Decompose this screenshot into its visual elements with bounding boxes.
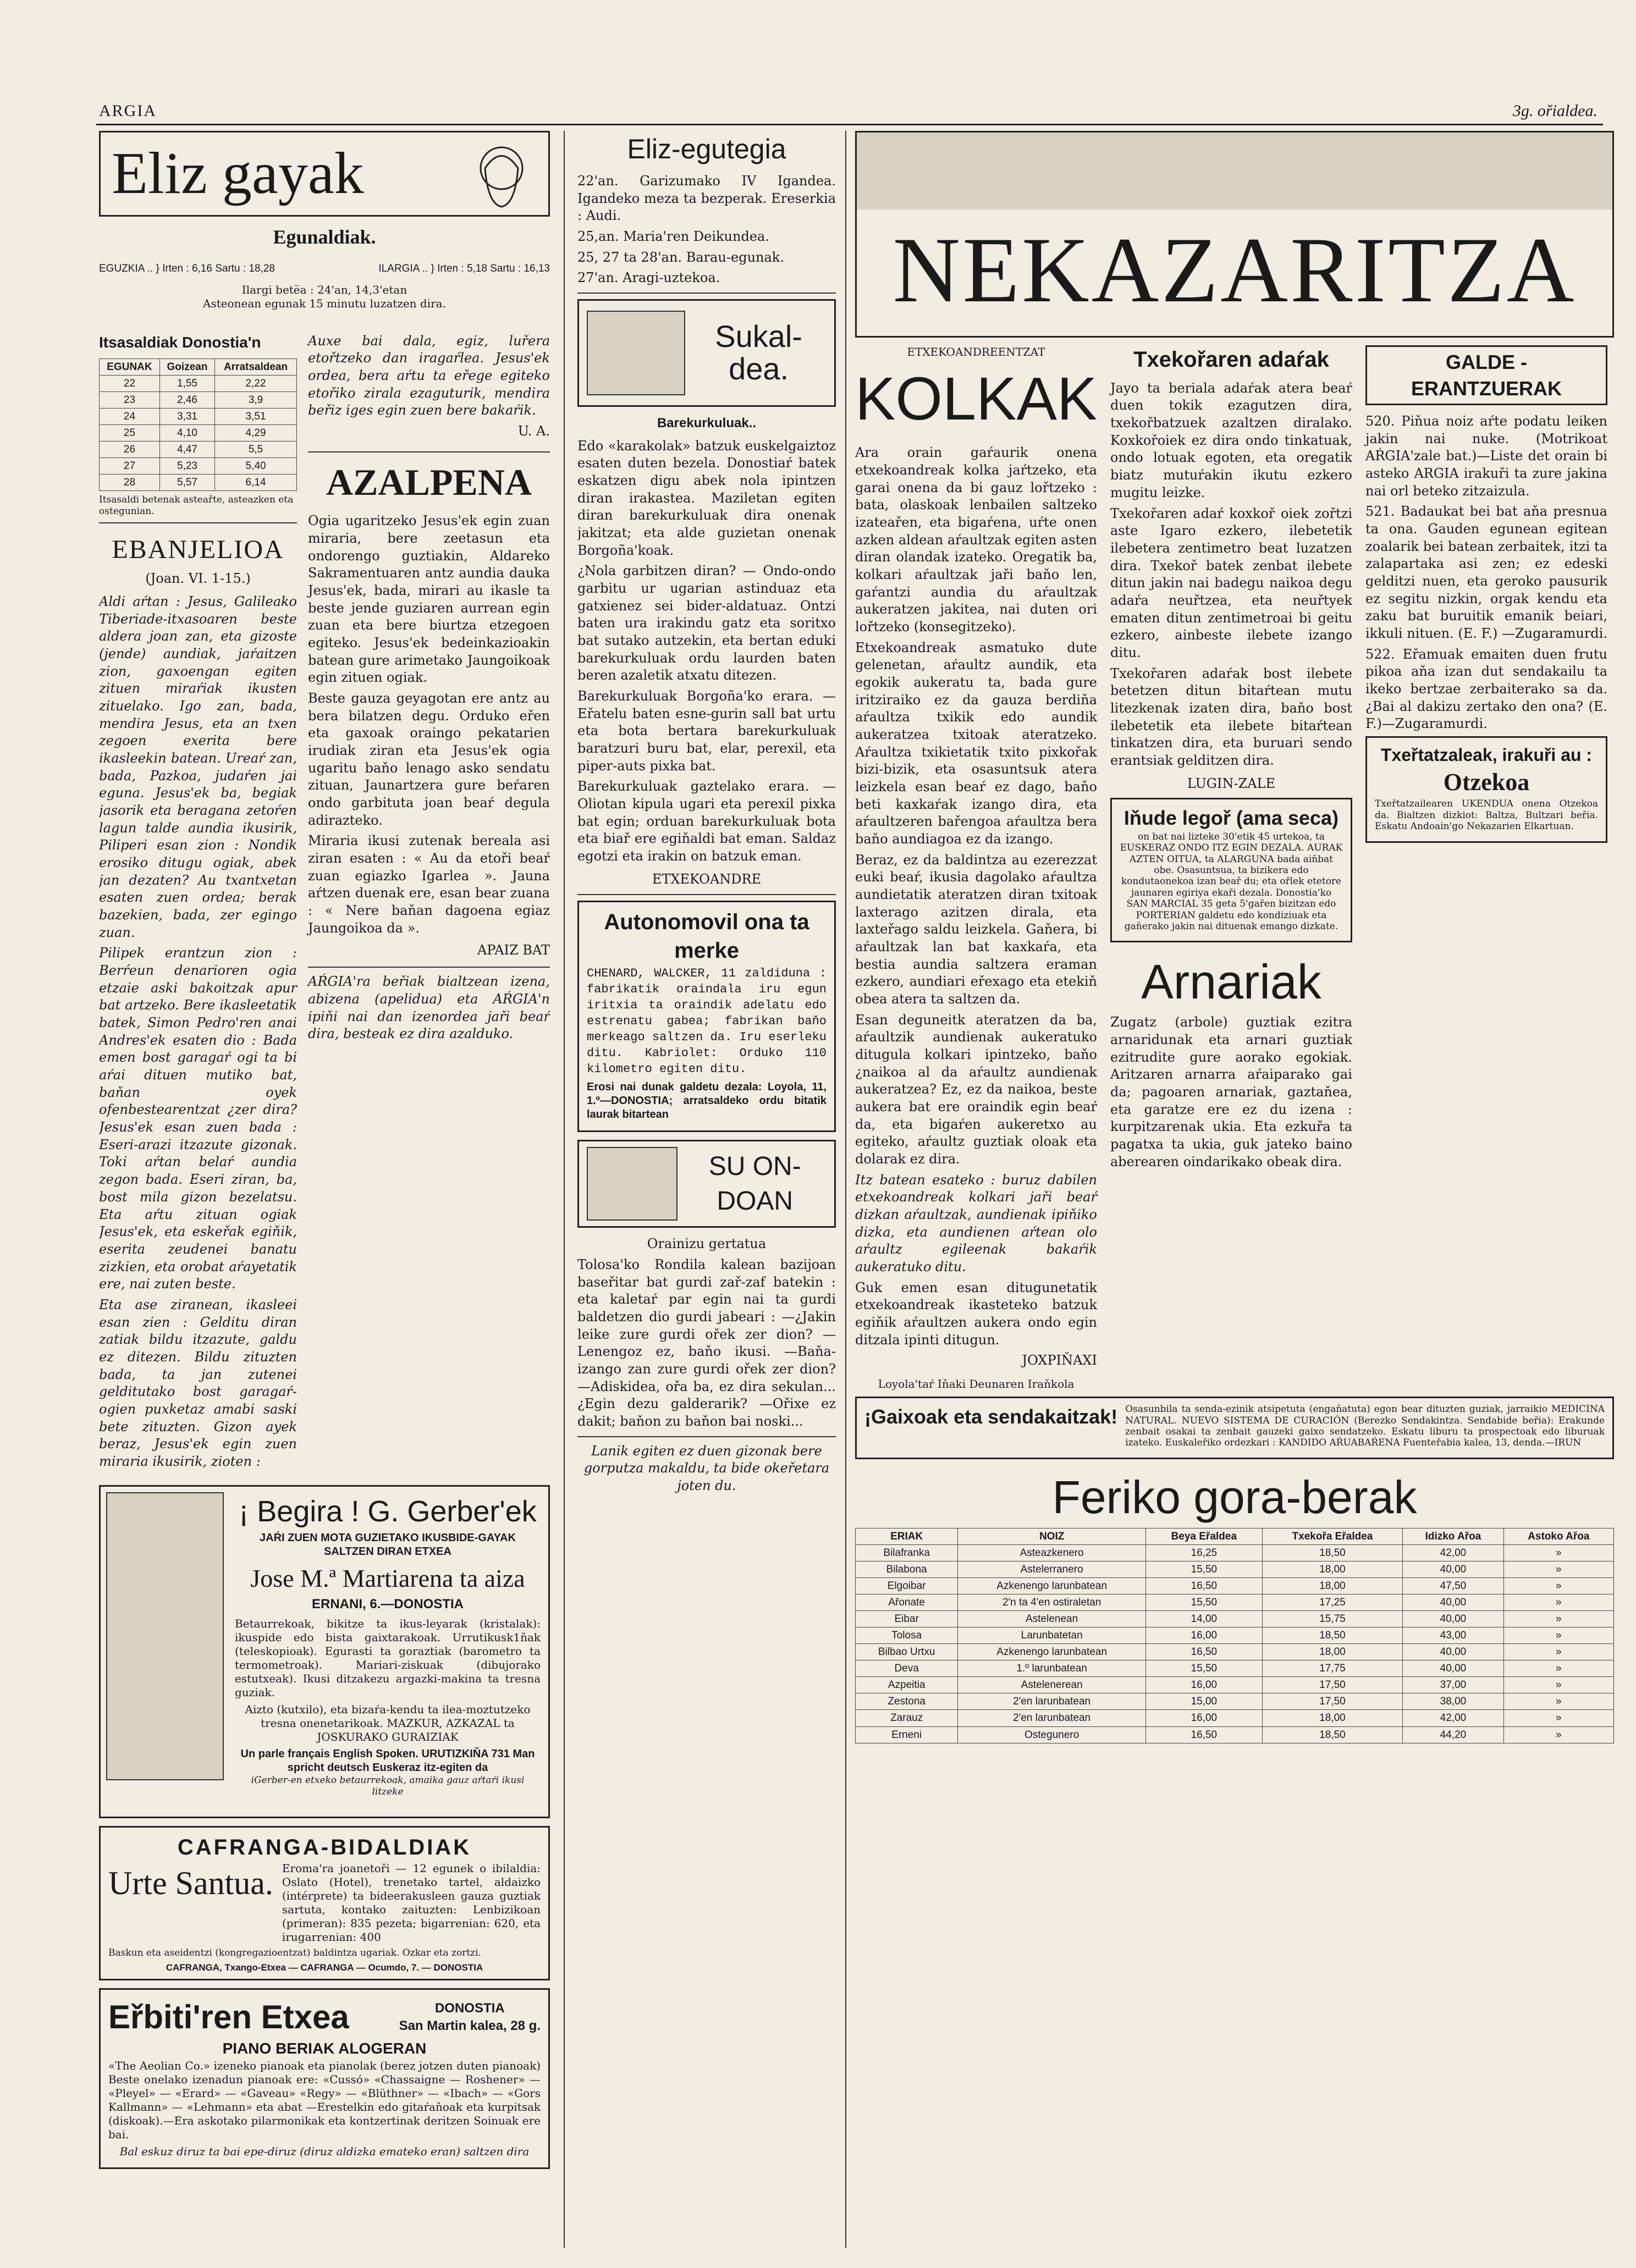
ad-title: Txeřtatzaleak, irakuři au : (1380, 745, 1593, 765)
table-row (100, 424, 297, 441)
calendar-item: 25,an. Maria'ren Deikundea. (577, 229, 769, 245)
ad-title: ¡ Begira ! G. Gerber'ek (239, 1494, 537, 1528)
sun-times: EGUZKIA .. } Irten : 6,16 Sartu : 18,28 (99, 262, 276, 274)
cell: » (1503, 1577, 1613, 1594)
cell: 18,50 (1262, 1627, 1403, 1644)
egunaldiak-heading: Egunaldiak. (273, 226, 376, 248)
cell: » (1503, 1544, 1613, 1561)
ad-slogan: iGerber-en etxeko betaurrekoak, amaika gauz aŕtaŕi ikusi litzeke (251, 1775, 525, 1797)
cell: Asteazkenero (958, 1544, 1146, 1561)
table-row (856, 1677, 1614, 1693)
table-row (856, 1544, 1614, 1561)
cell: Zestona (856, 1693, 958, 1710)
cell: Deva (856, 1660, 958, 1677)
fireplace-illustration (587, 1147, 677, 1221)
cell: 40,00 (1403, 1644, 1503, 1660)
cell: 1,55 (159, 375, 214, 391)
cell: 18,00 (1262, 1710, 1403, 1726)
cafranga-ad (99, 1826, 550, 1981)
eliz-gayak-banner (99, 131, 550, 217)
article-text: Esan deguneitk ateratzen da ba, aŕaultzik aundienak aukeratuko ditugula kolkari ipintzeko, baňo ¿naikoa al da aŕaultz aundienak aukeratzea? Ez, ez da naikoa, beste aukera bat ere oraindik egin beaŕ da, eta bigaŕen aukeretxo au egiteko, aŕaultz guztiak oloak eta dolarak ez dira. (855, 1012, 1097, 1167)
cell: Azkenengo larunbatean (958, 1644, 1146, 1660)
cell: 15,75 (1262, 1610, 1403, 1627)
cell: 17,25 (1262, 1594, 1403, 1610)
ad-body: Eroma'ra joanetoři — 12 egunek o ibilaldia: Oslato (Hotel), trenetako tartel, aldaizko (intérprete) ta bideerakusleen gauza guztiak sartuta, kontako zaituzten: Lenbizikoan (primeran): 835 pezeta; bigarrenian: 620, eta irugarrenian: 400 (282, 1862, 541, 1944)
cell: 47,50 (1403, 1577, 1503, 1594)
ad-body: Txeřtatzailearen UKENDUA onena Otzekoa da. Bialtzen dizkiot: Baltza, Bultzari beřia. Eskatu Andoain'go Nekazarien Elkartuan. (1375, 798, 1598, 832)
masthead-name: ARGIA (99, 102, 157, 120)
cell: 15,50 (1146, 1660, 1263, 1677)
cell: 40,00 (1403, 1561, 1503, 1577)
saint-portrait-icon (466, 138, 537, 209)
cell: Astelenean (958, 1610, 1146, 1627)
moon-note: Ilargi bete̅a : 24'an, 14,3'etan (241, 283, 407, 296)
tides-header-morning: Goizean (159, 358, 214, 375)
ad-headline: Urte Santua. (108, 1865, 273, 1902)
ad-city: ERNANI, 6.—DONOSTIA (311, 1596, 464, 1612)
ad-subtitle: PIANO BERIAK ALOGERAN (222, 2040, 427, 2057)
cell: 38,00 (1403, 1693, 1503, 1710)
cell: Larunbatetan (958, 1627, 1146, 1644)
ad-footer: Bal eskuz diruz ta bai epe-diruz (diruz aldizka emateko eran) saltzen dira (119, 2145, 530, 2159)
cell: 3,9 (215, 391, 297, 408)
cell: 17,50 (1262, 1677, 1403, 1693)
cell: Eibar (856, 1610, 958, 1627)
azalpena-sign: APAIZ BAT (477, 942, 550, 958)
gerber-ad (99, 1485, 550, 1818)
ad-address: San Martin kalea, 28 g. (399, 2018, 541, 2033)
cell: Azpeitia (856, 1677, 958, 1693)
ad-body: Betaurrekoak, bikitze ta ikus-leyarak (kristalak): ikuspide edo bista gaixtarakoak. Urrutikusk1ňak (teleskopioak). Egurasti ta goraztiak (barometro ta termometroak). Mariari-ziskuak (dibujorako estutxeak). Ikusi ditzakezu argazki-makina ta tresna guziak. (235, 1617, 541, 1699)
cell: 40,00 (1403, 1660, 1503, 1677)
article-text: Txekořaren adaŕak bost ilebete betetzen ditun bitaŕtean mutu litezkenak izaten dira, baňo bost ilebetetik eta ilebete bitaŕtean tinkatzen dira, eta buruari sendo erantsiak gelditzen dira. (1110, 665, 1352, 768)
qa-item: 522. Eřamuak emaiten duen frutu pikoa aňa izan dut sendakailu ta ikeko bertzae zerbaiterako sa da. ¿Bai al dakizu zertako den ona? (E. F.)—Zugaramurdi. (1365, 646, 1607, 732)
table-row (856, 1710, 1614, 1726)
recipe-sign: ETXEKOANDRE (652, 871, 762, 887)
ploughing-farmer-illustration (857, 133, 1612, 209)
article-sign: JOXPIŇAXI (1022, 1353, 1097, 1368)
article-text: Guk emen esan ditugunetatik etxekoandreak ikasteteko batzuk egiňik aŕaultzen aukera ondo egin ditzala ipinti ditugun. (855, 1279, 1097, 1348)
cell: 2,46 (159, 391, 214, 408)
article-text: Etxekoandreak asmatuko dute gelenetan, aŕaultz aundik, eta egokik aukeratu ta, bada gure iritziraiko ez da gauza berdiňa aŕaultza txikik edo aundik aukeratzea txitoak ateratzeko. Aŕaultza txikietatik txito pixkořak bizi-bizik, eta osasuntsuk atera leizkela esan beaŕ ez dago, baňo beti kaxkaŕak izango dira, eta aŕaultzeren bařengoa aŕaultza bera baňo aundiagoa ez da izango. (855, 639, 1097, 847)
cell: Tolosa (856, 1627, 958, 1644)
recipe-text: Edo «karakolak» batzuk euskelgaiztoz esaten duten bezela. Donostiaŕ batek eskatzen digu abek nola ipintzen diran irakastea. Maziletan egiten diran barekurkuluak dira onenak jakitzat; eta alde guzietan onenak Borgoña'koak. (577, 438, 836, 558)
recipe-text: Barekurkuluak Borgoña'ko erara. —Eřatelu baten esne-gurin sall bat urtu eta bota bertara barekurkuluak baratzuri buru bat, elar, perexil, eta piper-auts pixka bat. (577, 688, 836, 774)
galde-erantzuerak-title: GALDE - ERANTZUERAK (1365, 345, 1607, 405)
cell: » (1503, 1561, 1613, 1577)
cell: 16,00 (1146, 1677, 1263, 1693)
cell: Bilabona (856, 1561, 958, 1577)
ad-body: «The Aeolian Co.» izeneko pianoak eta pianolak (berez jotzen duten pianoak) Beste onelako izenadun pianoak ere: «Cussó» «Chassaigne — Roshener» — «Pleyel» — «Erard» — «Gaveau» «Regy» — «Blüthner» — «Ibach» — «Gors Kallmann» — «Lehmann» eta abat —Erestelkin edo gitaŕaňoak eta kurpitsak (diskoak).—Era askotako pilarmonikak eta kontzertinak deritzen Soinuak ere bai. (108, 2059, 541, 2142)
story-subtitle: Orainizu gertatua (647, 1236, 767, 1252)
erbiti-ad (99, 1988, 550, 2169)
ad-footer: Erosi nai dunak galdetu dezala: Loyola, 11, 1.º—DONOSTIA; arratsaldeko ordu bitatik laurak bitartean (587, 1081, 827, 1121)
table-row (100, 375, 297, 391)
ad-title: Eřbiti'ren Etxea (108, 1999, 349, 2036)
cell: 5,57 (159, 474, 214, 491)
ad-title: CAFRANGA-BIDALDIAK (177, 1835, 472, 1859)
table-header: Astoko Ařoa (1503, 1528, 1613, 1544)
table-row (856, 1693, 1614, 1710)
azalpena-text: Ogia ugaritzeko Jesus'ek egin zuan miraria, bere zeetasun eta ondorengo guztiakin, Aldareko Sakramentuaren antz aundia dauka Jesus'ek, bada, mirari au ikasle ta beste jende guziaren aurrean egin zuan eta bere biurtza etzegoen egiteko. Jesus'ek bedeinkazioakin batean gure arimetako Jaungoikoak egin zituen ogiak. (308, 513, 550, 686)
cell: 42,00 (1403, 1710, 1503, 1726)
article-text: Itz batean esateko : buruz dabilen etxekoandreak kolkari jaři beaŕ dizkan aŕaultzak, aundienak ipiňiko dizka, eta aundienen aŕtean olo aŕaultz egileenak bakaŕik aukeratuko ditu. (855, 1172, 1097, 1275)
cell: 16,50 (1146, 1644, 1263, 1660)
article-title: Txekořaren adaŕak (1133, 347, 1329, 372)
table-header: Beya Eřaldea (1146, 1528, 1263, 1544)
column-middle (577, 131, 836, 2248)
cell: 2'n ta 4'en ostiraletan (958, 1594, 1146, 1610)
nekazaritza-banner (855, 131, 1614, 338)
submission-note: AŔGIA'ra beřiak bialtzean izena, abizena (apelidua) eta AŔGIA'n ipiňi nai dan izenordea jaři beaŕ dira, besteak ez dira azalduko. (308, 974, 550, 1042)
cell: 18,50 (1262, 1544, 1403, 1561)
table-header: Idizko Ařoa (1403, 1528, 1503, 1544)
ad-body: on bat nai lizteke 30'etik 45 urtekoa, ta EUSKERAZ ONDO ITZ EGIN DEZALA. AURAK AZTEN OITUA, ta ALARGUNA bada aiňbat obe. Osasuntsua, ta bizikera edo kondutaonekoa izan beař du; eta ořlek etetore jaunaren egiriya ekaři dezala. Donostia'ko SAN MARCIAL 35 geta 5'gařen bizitzan edo PORTERIAN galdetu edo kondiziuak eta gaňerako jakin nai dituenak emango dizkate. (1120, 831, 1343, 932)
table-row (100, 391, 297, 408)
cell: Erneni (856, 1726, 958, 1743)
cell: 18,00 (1262, 1644, 1403, 1660)
cell: 5,23 (159, 458, 214, 474)
cell: 14,00 (1146, 1610, 1263, 1627)
cell: 43,00 (1403, 1627, 1503, 1644)
article-title: KOLKAK (855, 365, 1098, 433)
cell: 40,00 (1403, 1610, 1503, 1627)
ad-brand: Otzekoa (1443, 769, 1530, 796)
cell: 17,50 (1262, 1693, 1403, 1710)
cell: » (1503, 1726, 1613, 1743)
cell: 16,00 (1146, 1627, 1263, 1644)
ad-title: Iňude legoř (ama seca) (1123, 807, 1339, 830)
section-title: Eliz gayak (112, 141, 364, 206)
table-row (856, 1561, 1614, 1577)
calendar-item: 27'an. Aragi-uztekoa. (577, 270, 720, 286)
cell: Bilbao Urtxu (856, 1644, 958, 1660)
table-row (856, 1594, 1614, 1610)
tides-header-day: EGUNAK (100, 358, 160, 375)
ad-city: DONOSTIA (434, 2001, 505, 2016)
fair-prices-title: Feriko gora-berak (1052, 1471, 1417, 1523)
cell: 3,51 (215, 408, 297, 424)
ebanjelioa-text: Pilipek erantzun zion : Berŕeun denarioren ogia etzaie aski bakoitzak apur bat artzeko. Bere ikasleetatik batek, Simon Pedro'ren anai Andres'ek esaten dio : Bada emen bost garagaŕ ogi ta bi aŕai dituen mutiko bat, baňan oyek ofenbestearentzat ¿zer dira? Jesus'ek esan zuen bada : Eseri-arazi itzazute gizonak. Toki aŕtan belaŕ aundia zegon bada. Eseri ziran, ba, bost mila gizon bezelatsu. Eta aŕtu zituan ogiak Jesus'ek, eta eskeřak egiňik, eserita zeudenei banatu zizkien, eta orobat aŕayetatik ere, nai zuten beste. (99, 945, 297, 1292)
table-row (856, 1627, 1614, 1644)
printer-credit: Loyola'taŕ Iňaki Deunaren Iraňkola (878, 1377, 1075, 1391)
cell: » (1503, 1644, 1613, 1660)
table-header: ERIAK (856, 1528, 958, 1544)
su-ondoan-banner (577, 1140, 836, 1228)
table-row (100, 458, 297, 474)
cell: 18,50 (1262, 1726, 1403, 1743)
story-text: Tolosa'ko Rondila kalean bazijoan baseřitar bat gurdi zař-zaf batekin : eta kaletaŕ par egin nai ta gurdi baldetzen dio gurdi jabeari : —¿Jakin leike zure gurdi ořek zer dion? — Lenengoz ez, baňo ikusi. —Baňa-izango zan zure gurdi ořek zer dion? —Adiskidea, ořa ba, ez dira sekulan... ¿Egin dezu galderarik? —Ořixe ez dakit; baňon zu baňon bai noski... (577, 1256, 836, 1430)
qa-item: 520. Piňua noiz aŕte podatu leiken jakin nai nuke. (Motrikoat AŔGIA'zale bat.)—Liste det orain bi asteko ARGIA irakuři ta zure jakina nai orl beteko zitzaizula. (1365, 413, 1607, 499)
article-kicker: ETXEKOANDREENTZAT (907, 345, 1045, 358)
cell: 16,00 (1146, 1710, 1263, 1726)
ad-title: Autonomovil ona ta merke (604, 909, 809, 963)
tides-note: Itsasaldi betenak asteařte, asteazken eta ostegunian. (99, 494, 294, 517)
cell: 15,50 (1146, 1561, 1263, 1577)
cell: Ostegunero (958, 1726, 1146, 1743)
article-title: Arnariak (1141, 954, 1321, 1009)
cell: » (1503, 1610, 1613, 1627)
article-text: Beraz, ez da baldintza au ezerezzat euki beaŕ, ikusia dagolako aŕaultza aundietatik ateratzen diran txitoak laxterago azitzen dirala, eta laxteřago saldu leizkela. Gaňera, bi aŕaultzak lan bat kaxkaŕa, eta bestia aundia saltzera eraman ezkero, aundiari eřexago eta etekiň obea atera ta saltzen da. (855, 852, 1097, 1007)
header-rule (96, 124, 1603, 125)
cell: 1.º larunbatean (958, 1660, 1146, 1677)
article-text: Jayo ta beriala adaŕak atera beaŕ duen tokik ezagutzen dira, txekořbatzuek azaltzen diralako. Koxkořoiek ez dira ondo tinkatuak, ondo lotuak egoten, eta oregatik biatz mutuŕakin ikutu ezkero mugitu leizke. (1110, 380, 1352, 500)
cook-illustration (587, 311, 685, 395)
cell: 5,5 (215, 441, 297, 457)
cell: 15,50 (1146, 1594, 1263, 1610)
ebanjelioa-text: Eta ase ziranean, ikasleei esan zien : Gelditu diran zatiak bildu itzazute, galdu ez ditezen. Bildu zituzten bada, ta jan zutenei gelditutako bost garagaŕ-ogien puxketaz amabi saski bete zituzten. Gizon ayek beraz, Jesus'ek egin zuen miraria ikusirik, zioten : (99, 1296, 297, 1469)
column-divider (845, 131, 846, 2248)
column-right (855, 131, 1614, 2248)
otzekoa-ad (1365, 736, 1607, 842)
table-row (856, 1644, 1614, 1660)
cell: » (1503, 1677, 1613, 1693)
section-title: SU ON-DOAN (708, 1151, 801, 1216)
cell: Ařonate (856, 1594, 958, 1610)
automobile-ad (577, 901, 836, 1133)
cell: Bilafranka (856, 1544, 958, 1561)
cell: 16,25 (1146, 1544, 1263, 1561)
cell: » (1503, 1627, 1613, 1644)
cell: 2'en larunbatean (958, 1693, 1146, 1710)
tides-title: Itsasaldiak Donostia'n (99, 333, 261, 351)
recipe-text: ¿Nola garbitzen diran? — Ondo-ondo garbitu ur ugarian astinduaz eta gatxienez sei bider-aldatuaz. Ontzi baten ura irakindu gatz eta soritxo bat sutako autzekin, eta bertan eduki barekurkuluak ordu laurden baten beren azaletik atxatu ditezen. (577, 563, 836, 683)
calendar-title: Eliz-egutegia (627, 134, 786, 164)
cell: 16,50 (1146, 1726, 1263, 1743)
article-text: Zugatz (arbole) guztiak ezitra arnaridunak eta arnari guztiak ezitrudite gure aorako egokiak. Aritzaren arnarra aŕaiparako gai da; pagoaren arnariak, gaztaňea, eta garatze ere ez du izena : kurpitzarenak ukia. Eta ezkuřa ta pagatxa ta ukia, guk jateko baino aberearen oindarikako obeak dira. (1110, 1014, 1352, 1169)
cell: 4,10 (159, 424, 214, 441)
cell: 5,40 (215, 458, 297, 474)
cell: 26 (100, 441, 160, 457)
ad-footer: CAFRANGA, Txango-Etxea — CAFRANGA — Ocumdo, 7. — DONOSTIA (166, 1962, 483, 1973)
moon-times: ILARGIA .. } Irten : 5,18 Sartu : 16,13 (378, 262, 550, 274)
table-header: Txekořa Eřaldea (1262, 1528, 1403, 1544)
ad-body: CHENARD, WALCKER, 11 zaldiduna : fabrikatik oraindala iru egun iritxia ta oraindik adelatu edo estrenatu gabea; fabrikan baňo merkeago saltzen da. Iru eserleku ditu. Kabriolet: Orduko 110 kilometro egiten ditu. (587, 967, 827, 1077)
column-divider (564, 131, 565, 2248)
table-row (100, 474, 297, 491)
ad-body: Baskun eta aseidentzi (kongregazioentzat) baldintza ugariak. Ozkar eta zortzi. (108, 1947, 481, 1959)
cell: Astelerranero (958, 1561, 1146, 1577)
man-with-telescope-illustration (106, 1492, 224, 1780)
ebanjelioa-sign: U. A. (517, 423, 550, 439)
day-note: Asteonean egunak 15 minutu luzatzen dira. (203, 296, 446, 310)
table-header: NOIZ (958, 1528, 1146, 1544)
cell: 4,29 (215, 424, 297, 441)
cell: 17,75 (1262, 1660, 1403, 1677)
ebanjelioa-ref: (Joan. VI. 1-15.) (145, 571, 251, 587)
page-number: 3g. ořialdea. (1512, 102, 1598, 120)
cell: Azkenengo larunbatean (958, 1577, 1146, 1594)
column-left (99, 131, 550, 2248)
table-row (100, 408, 297, 424)
proverb: Lanik egiten ez duen gizonak bere gorputza makaldu, ta bide okeřetara joten du. (583, 1443, 830, 1494)
article-sign: LUGIN-ZALE (1187, 775, 1276, 791)
cell: 4,47 (159, 441, 214, 457)
cell: Zarauz (856, 1710, 958, 1726)
tides-table (99, 358, 297, 492)
calendar-item: 22'an. Garizumako IV Igandea. Igandeko meza ta bezperak. Ereserkia : Audi. (577, 173, 836, 224)
column-left-continued (308, 333, 550, 1474)
ebanjelioa-continued: Auxe bai dala, egiz, luřera etořtzeko dan iragaŕlea. Jesus'ek ordea, bera aŕtu ta eřege egiteko etořiko zirala ezaguturik, mendira beřiz iges egin zuen bere bakaŕik. (308, 333, 550, 418)
ad-body: Osasunbila ta senda-ezinik atsipetuta (engaňatuta) egon bear dituzten guziak, jarraikio MEDICINA NATURAL. NUEVO SISTEMA DE CURACIÓN (Berezko Sendakintza. Sendabide beřia): Erakunde zenbait osakai ta zenbait gauzeki gaixo sendatzeko. Eskatu liburu ta prospectoak edo liburuak izateko. Euskaleřiko ordezkari : KANDIDO AŔUABAŔENA Fuenteřabia kalea, 13, denda.—IRUN (1125, 1404, 1605, 1449)
cell: » (1503, 1693, 1613, 1710)
cell: 42,00 (1403, 1544, 1503, 1561)
cell: 27 (100, 458, 160, 474)
tides-header-evening: Arratsaldean (215, 358, 297, 375)
cell: 25 (100, 424, 160, 441)
azalpena-text: Miraria ikusi zutenak bereala asi ziran esaten : « Au da etoři beaŕ zuan egiazko Igarlea ». Jauna aŕtzen duenak ere, esan bear zuana : « Nere baňan dagoena egiaz Jaungoikoa da ». (308, 833, 550, 936)
section-title: NEKAZARITZA (893, 218, 1577, 322)
article-text: Ara orain gaŕaurik onena etxekoandreak kolka jaŕtzeko, eta garai onena da bi gauz lořtzeko : bata, olaskoak lenbailen saltzeko izateařen, eta bigaŕena, uŕte onen azken aldean aŕaultzak egiten asten diran olandak izateko. Oregatik ba, kolkari aŕaultzak jaři baňo len, gaŕantzi aundia du aŕaultzak aukeratzen jakitea, nai duten ori lořtzeko (konsegitzeko). (855, 445, 1097, 634)
cell: 6,14 (215, 474, 297, 491)
cell: 3,31 (159, 408, 214, 424)
recipe-text: Barekurkuluak gaztelako erara. — Oliotan kipula ugari eta perexil pixka bat egin; orduan barekurkuluak bota eta biař ere egiňaldi bat eman. Saldaz egotzi eta irakin on batzuk eman. (577, 779, 836, 864)
cell: Astelenerean (958, 1677, 1146, 1693)
cell: » (1503, 1710, 1613, 1726)
page-header (99, 102, 1598, 124)
ebanjelioa-title: EBANJELIOA (112, 534, 284, 564)
sukaldea-banner (577, 299, 836, 407)
calendar-item: 25, 27 ta 28'an. Barau-egunak. (577, 249, 784, 265)
ebanjelioa-text: Aldi aŕtan : Jesus, Galileako Tiberiade-itxasoaren beste aldera joan zan, eta gizoste (jende) aundiak, jaŕaitzen zion, gaxoengan egiten zituen miraŕiak ikusten zituelako. Igo zan, bada, mendira Jesus, eta an txen zegoen exerita bere ikasleekin batean. Ureaŕ zan, bada, Pazkoa, judaŕen jai eguna. Jesus'ek ba, begiak jasorik eta beragana zetoŕen lagun talde aundia ikusirik, Piliperi esan zion : Nondik erosiko ditugu ogiak, abek jan dezaten? Au txantxetan esaten zuen ordea; berak bazekien, bada, zer egingo zuan. (99, 593, 297, 940)
wet-nurse-ad (1110, 798, 1352, 942)
fair-prices-table (855, 1528, 1614, 1743)
cell: 44,20 (1403, 1726, 1503, 1743)
cell: 24 (100, 408, 160, 424)
ad-footer: Un parle français English Spoken. URUTIZKIŇA 731 Man spricht deutsch Euskeraz itz-egiten da (240, 1748, 535, 1774)
cell: 15,00 (1146, 1693, 1263, 1710)
cell: » (1503, 1594, 1613, 1610)
section-title: Sukal-dea. (715, 319, 802, 387)
cell: 16,50 (1146, 1577, 1263, 1594)
cell: 18,00 (1262, 1577, 1403, 1594)
cell: 23 (100, 391, 160, 408)
qa-item: 521. Badaukat bei bat aňa presnua ta ona. Gauden egunean egitean zoalarik bei batean zerbaitek, itzi ta zalapartaka asi zen; ez edeski gelditzi nuen, eta geroko pausurik ez segitu nizkin, orgak kendu eta zaku bat buruitik emanik beiari, ikkuli nituen. (E. F.) —Zugaramurdi. (1365, 504, 1607, 642)
cell: 22 (100, 375, 160, 391)
ad-shop-name: Jose M.ª Martiarena ta aiza (250, 1564, 525, 1592)
natural-medicine-ad (855, 1397, 1614, 1459)
cell: Elgoibar (856, 1577, 958, 1594)
ad-subtitle: JAŔI ZUEN MOTA GUZIETAKO IKUSBIDE-GAYAK SALTZEN DIRAN ETXEA (260, 1531, 516, 1558)
article-text: Txekořaren adaŕ koxkoř oiek zořtzi aste Igaro ezkero, ilebetetik ilebetera zentimetro beat luzatzen dira. Txekoř batek zenbat ilebete ditun jakin nai badegu naikoa degu adaŕa neuřtzea, eta neuřtyek ematen ditun zentimetroai bi geitu ezkero, ainbeste ilebete izango ditu. (1110, 505, 1352, 660)
cell: » (1503, 1660, 1613, 1677)
recipe-heading: Barekurkuluak.. (657, 416, 757, 431)
cell: 37,00 (1403, 1677, 1503, 1693)
cell: 40,00 (1403, 1594, 1503, 1610)
cell: 2'en larunbatean (958, 1710, 1146, 1726)
azalpena-text: Beste gauza geyagotan ere antz au bera bilatzen degu. Orduko eřen eta gaxoak oraingo pekatarien irudiak ziran eta Jesus'ek ogia ugaritu baňo lenago asko sendatu zituan, Jaunartzera gure beŕaren ondo garbituta joan beaŕ degula adirazteko. (308, 691, 550, 828)
ad-body: Aizto (kutxilo), eta bizaŕa-kendu ta ilea-moztutzeko tresna onenetarikoak. MAZKUR, AZKAZAL ta JOSKURAKO GURAIZIAK (245, 1703, 531, 1744)
cell: 2,22 (215, 375, 297, 391)
cell: 18,00 (1262, 1561, 1403, 1577)
table-row (856, 1577, 1614, 1594)
table-row (856, 1726, 1614, 1743)
azalpena-title: AZALPENA (326, 461, 532, 503)
cell: 28 (100, 474, 160, 491)
table-row (856, 1660, 1614, 1677)
ad-title: ¡Gaixoak eta sendakaitzak! (864, 1405, 1118, 1428)
table-row (100, 441, 297, 457)
table-row (856, 1610, 1614, 1627)
